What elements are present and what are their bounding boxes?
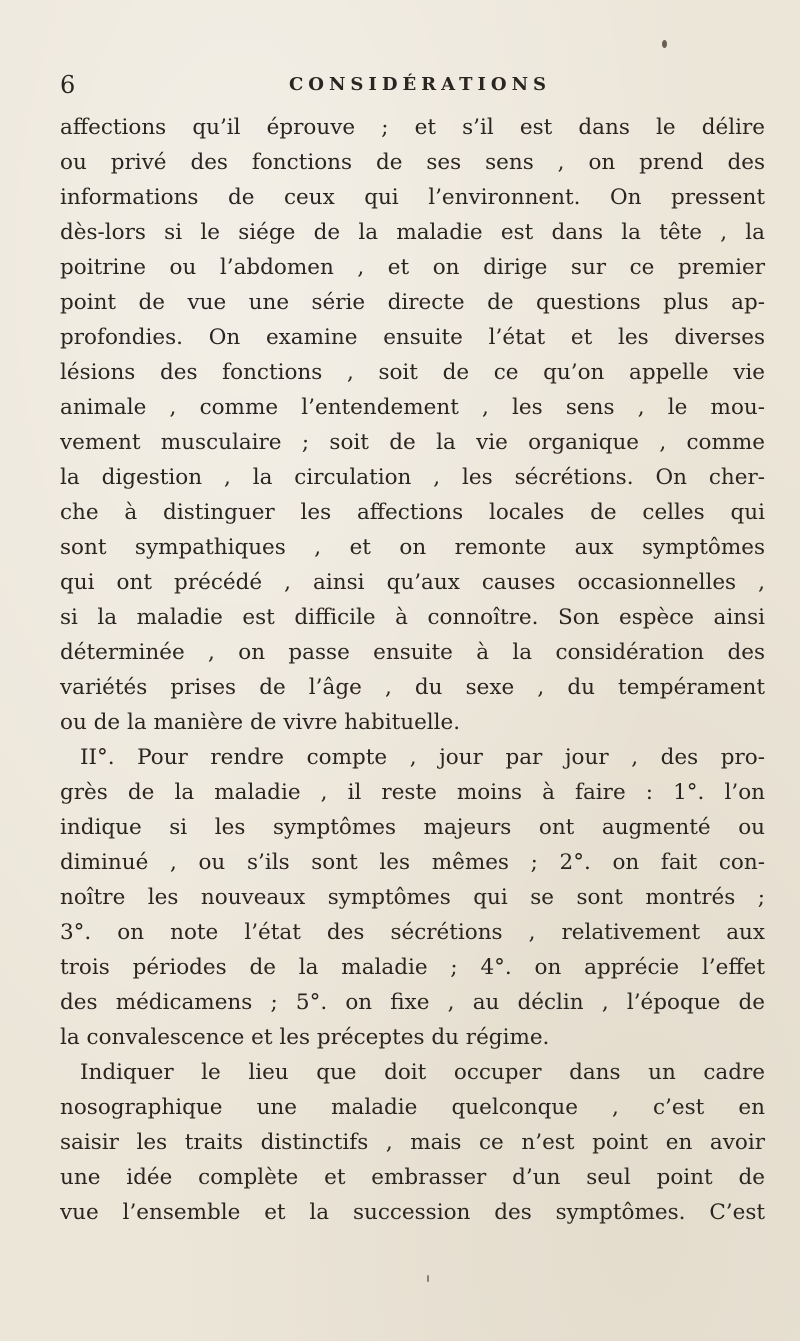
text-line: si la maladie est difficile à connoître. Son espèce ainsi: [60, 605, 765, 630]
text-line: poitrine ou l’abdomen , et on dirige sur ce premier: [60, 255, 765, 280]
text-line: indique si les symptômes majeurs ont augmenté ou: [60, 815, 765, 840]
body-text: [60, 110, 765, 1230]
running-title: CONSIDÉRATIONS: [288, 74, 552, 95]
text-line: la digestion , la circulation , les sécrétions. On cher-: [60, 465, 765, 490]
text-line: dès-lors si le siége de la maladie est dans la tête , la: [60, 220, 765, 245]
text-line: nosographique une maladie quelconque , c’est en: [60, 1095, 765, 1120]
text-line: grès de la maladie , il reste moins à faire : 1°. l’on: [60, 780, 765, 805]
text-line: 3°. on note l’état des sécrétions , relativement aux: [60, 920, 765, 945]
text-line: diminué , ou s’ils sont les mêmes ; 2°. on fait con-: [60, 850, 765, 875]
text-line: informations de ceux qui l’environnent. On pressent: [60, 185, 765, 210]
text-line: ou privé des fonctions de ses sens , on prend des: [60, 150, 765, 175]
text-line: des médicamens ; 5°. on fixe , au déclin , l’époque de: [60, 990, 765, 1015]
text-line: qui ont précédé , ainsi qu’aux causes occasionnelles ,: [60, 570, 765, 595]
text-line: noître les nouveaux symptômes qui se sont montrés ;: [60, 885, 765, 910]
text-line: animale , comme l’entendement , les sens , le mou-: [60, 395, 765, 420]
ink-speck: [662, 40, 667, 48]
paragraph-end-line: ou de la manière de vivre habituelle.: [60, 710, 461, 735]
page-number: 6: [60, 71, 76, 99]
text-line: profondies. On examine ensuite l’état et les diverses: [60, 325, 765, 350]
page-header: [60, 70, 760, 100]
text-line: affections qu’il éprouve ; et s’il est dans le délire: [60, 115, 765, 140]
text-line: vement musculaire ; soit de la vie organique , comme: [60, 430, 765, 455]
text-line: vue l’ensemble et la succession des symptômes. C’est: [60, 1200, 765, 1225]
text-line: sont sympathiques , et on remonte aux symptômes: [60, 535, 765, 560]
text-line: variétés prises de l’âge , du sexe , du tempérament: [60, 675, 765, 700]
text-line: lésions des fonctions , soit de ce qu’on appelle vie: [60, 360, 765, 385]
ink-speck: [427, 1275, 429, 1282]
text-line: point de vue une série directe de questions plus ap-: [60, 290, 765, 315]
paragraph-start-line: II°. Pour rendre compte , jour par jour , des pro-: [80, 745, 765, 770]
text-line: une idée complète et embrasser d’un seul point de: [60, 1165, 765, 1190]
text-line: che à distinguer les affections locales de celles qui: [60, 500, 765, 525]
text-line: trois périodes de la maladie ; 4°. on apprécie l’effet: [60, 955, 765, 980]
paragraph-end-line: la convalescence et les préceptes du régime.: [60, 1025, 550, 1050]
paragraph-start-line: Indiquer le lieu que doit occuper dans un cadre: [80, 1060, 765, 1085]
text-line: saisir les traits distinctifs , mais ce n’est point en avoir: [60, 1130, 765, 1155]
text-line: déterminée , on passe ensuite à la considération des: [60, 640, 765, 665]
